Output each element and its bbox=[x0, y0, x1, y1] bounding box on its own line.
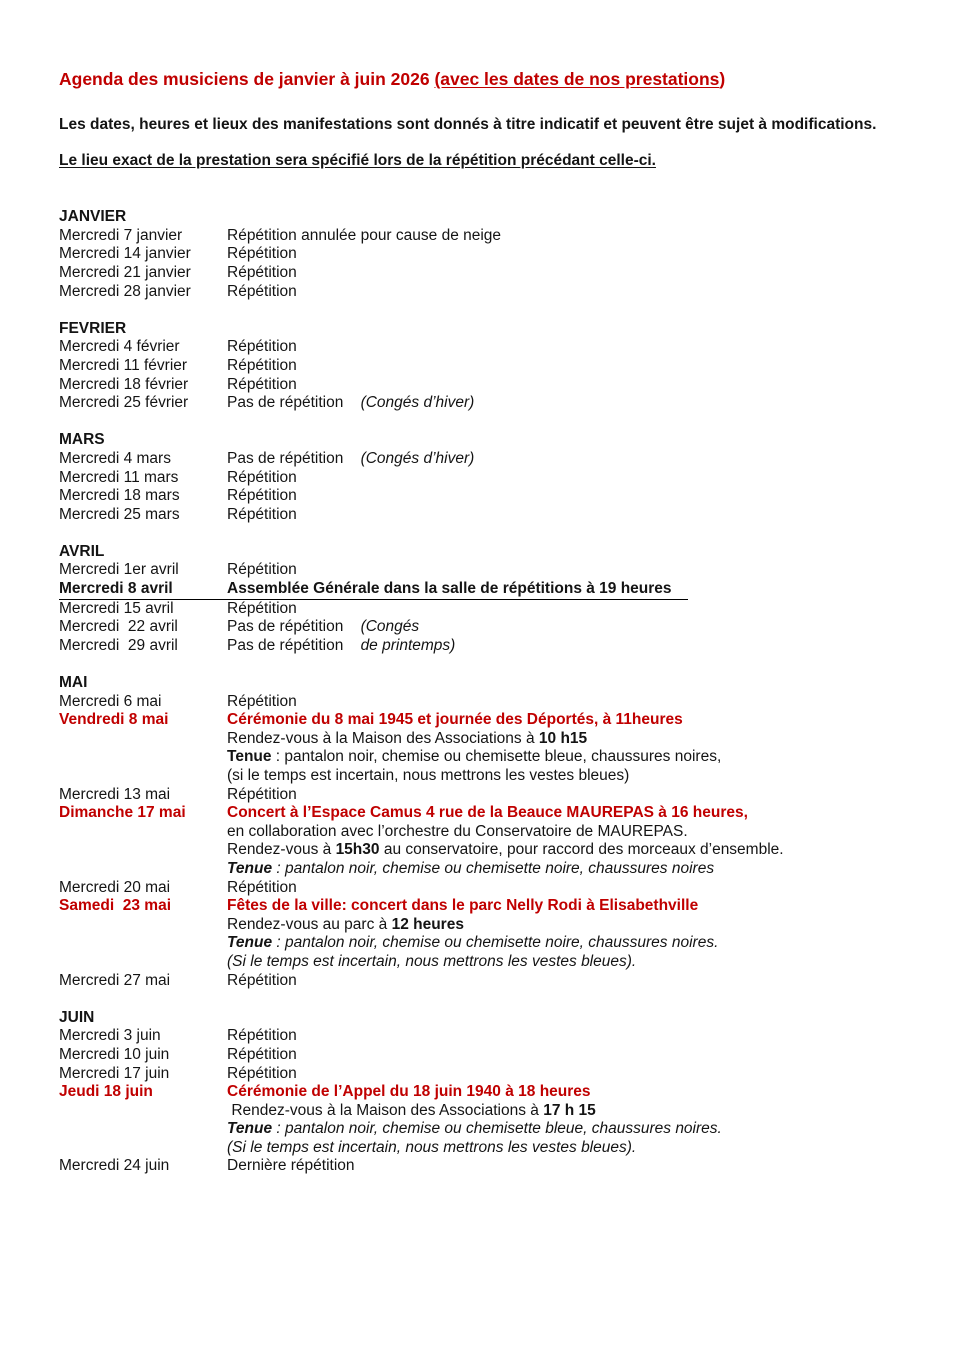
event-row bbox=[59, 245, 904, 264]
description-line bbox=[227, 338, 904, 357]
event-row bbox=[59, 879, 904, 898]
description-line bbox=[227, 1027, 904, 1046]
event-date bbox=[59, 469, 227, 488]
description-line bbox=[227, 506, 904, 525]
event-row bbox=[59, 264, 904, 283]
text-segment: Tenue bbox=[227, 748, 272, 766]
event-date bbox=[59, 245, 227, 264]
text-segment: Dimanche 17 mai bbox=[59, 804, 186, 822]
text-segment: Répétition bbox=[227, 878, 297, 896]
month-section bbox=[59, 208, 904, 301]
event-row bbox=[59, 227, 904, 246]
text-segment: Mercredi 10 juin bbox=[59, 1045, 170, 1063]
event-date bbox=[59, 1065, 227, 1084]
description-line bbox=[227, 804, 904, 823]
month-heading: MAI bbox=[59, 674, 88, 692]
text-segment: Mercredi 11 mars bbox=[59, 468, 179, 486]
text-segment: : pantalon noir, chemise ou chemisette bleue, chaussures noires. bbox=[272, 1120, 722, 1138]
description-line bbox=[227, 283, 904, 302]
event-row bbox=[59, 711, 904, 785]
description-line bbox=[227, 897, 904, 916]
event-date bbox=[59, 580, 227, 599]
event-date bbox=[59, 972, 227, 991]
description-line bbox=[227, 1120, 904, 1139]
event-row bbox=[59, 487, 904, 506]
event-row bbox=[59, 506, 904, 525]
event-description bbox=[227, 1065, 904, 1084]
text-segment: Concert à l’Espace Camus 4 rue de la Beauce MAUREPAS à 16 heures, bbox=[227, 804, 748, 822]
text-segment: 15h30 bbox=[335, 841, 380, 859]
event-row bbox=[59, 561, 904, 580]
event-date bbox=[59, 283, 227, 302]
event-row bbox=[59, 786, 904, 805]
event-row bbox=[59, 469, 904, 488]
text-segment: Répétition bbox=[227, 487, 297, 505]
text-segment: 12 heures bbox=[391, 915, 464, 933]
event-description bbox=[227, 376, 904, 395]
intro-note bbox=[59, 116, 904, 135]
text-segment: Mercredi 4 mars bbox=[59, 449, 171, 467]
page-title bbox=[59, 68, 904, 90]
text-segment: Rendez-vous à bbox=[227, 841, 336, 859]
month-heading: JANVIER bbox=[59, 208, 127, 226]
description-line bbox=[227, 357, 904, 376]
event-date bbox=[59, 264, 227, 283]
text-segment: Mercredi 28 janvier bbox=[59, 282, 191, 300]
event-description bbox=[227, 600, 904, 619]
text-segment: (Congés d’hiver) bbox=[360, 449, 475, 467]
event-date bbox=[59, 376, 227, 395]
event-description bbox=[227, 618, 904, 637]
text-segment: Mercredi 25 février bbox=[59, 394, 189, 412]
description-line bbox=[227, 916, 904, 935]
text-segment: Pas de répétition bbox=[227, 636, 361, 654]
event-date bbox=[59, 804, 227, 823]
event-row bbox=[59, 637, 904, 656]
event-description bbox=[227, 506, 904, 525]
text-segment: Répétition annulée pour cause de neige bbox=[227, 226, 502, 244]
description-line bbox=[227, 1157, 904, 1176]
text-segment: : pantalon noir, chemise ou chemisette bleue, chaussures noires, bbox=[271, 748, 722, 766]
text-segment: Dernière répétition bbox=[227, 1157, 355, 1175]
description-line bbox=[227, 394, 904, 413]
event-description bbox=[227, 637, 904, 656]
event-description bbox=[227, 711, 904, 785]
event-row bbox=[59, 394, 904, 413]
description-line bbox=[227, 823, 904, 842]
text-segment: ) bbox=[719, 69, 726, 89]
event-row bbox=[59, 338, 904, 357]
month-heading: MARS bbox=[59, 431, 105, 449]
description-line bbox=[227, 860, 904, 879]
event-description bbox=[227, 469, 904, 488]
description-line bbox=[227, 469, 904, 488]
event-row bbox=[59, 1083, 904, 1157]
text-segment: Répétition bbox=[227, 785, 297, 803]
text-segment: de printemps) bbox=[360, 636, 456, 654]
text-segment: Vendredi 8 mai bbox=[59, 711, 169, 729]
text-segment: Mercredi 13 mai bbox=[59, 785, 171, 803]
text-segment: Cérémonie du 8 mai 1945 et journée des Déportés, à 11heures bbox=[227, 711, 683, 729]
text-segment: en collaboration avec l’orchestre du Conservatoire de MAUREPAS. bbox=[227, 822, 688, 840]
event-row bbox=[59, 1065, 904, 1084]
event-row bbox=[59, 693, 904, 712]
event-date bbox=[59, 338, 227, 357]
text-segment: : pantalon noir, chemise ou chemisette noire, chaussures noires. bbox=[272, 934, 719, 952]
text-segment: Fêtes de la ville: concert dans le parc Nelly Rodi à Elisabethville bbox=[227, 897, 699, 915]
description-line bbox=[227, 934, 904, 953]
text-segment: Répétition bbox=[227, 1027, 297, 1045]
month-heading: JUIN bbox=[59, 1008, 95, 1026]
text-segment: 17 h 15 bbox=[543, 1101, 596, 1119]
text-segment: Répétition bbox=[227, 282, 297, 300]
text-segment: Assemblée Générale dans la salle de répétitions à 19 heures bbox=[227, 580, 672, 598]
event-date bbox=[59, 1027, 227, 1046]
text-segment: Répétition bbox=[227, 375, 297, 393]
event-row bbox=[59, 600, 904, 619]
text-segment: Mercredi 20 mai bbox=[59, 878, 171, 896]
event-date bbox=[59, 1046, 227, 1065]
text-segment: : pantalon noir, chemise ou chemisette noire, chaussures noires bbox=[272, 859, 715, 877]
event-row bbox=[59, 897, 904, 971]
text-segment: Mercredi 15 avril bbox=[59, 599, 174, 617]
description-line bbox=[227, 841, 904, 860]
event-date bbox=[59, 897, 227, 916]
text-segment: (si le temps est incertain, nous mettrons les vestes bleues) bbox=[227, 767, 630, 784]
text-segment: Mercredi 27 mai bbox=[59, 971, 171, 989]
event-description bbox=[227, 561, 904, 580]
description-line bbox=[227, 600, 904, 619]
description-line bbox=[227, 264, 904, 283]
text-segment: Pas de répétition bbox=[227, 394, 361, 412]
text-segment: Mercredi 25 mars bbox=[59, 505, 180, 523]
event-date bbox=[59, 618, 227, 637]
text-segment: Mercredi 11 février bbox=[59, 356, 188, 374]
text-segment: Pas de répétition bbox=[227, 449, 361, 467]
text-segment: Rendez-vous au parc à bbox=[227, 915, 392, 933]
event-date bbox=[59, 637, 227, 656]
text-segment: Mercredi 22 avril bbox=[59, 618, 178, 636]
event-row bbox=[59, 376, 904, 395]
text-segment: Mercredi 17 juin bbox=[59, 1064, 170, 1082]
event-description bbox=[227, 264, 904, 283]
event-date bbox=[59, 487, 227, 506]
event-row bbox=[59, 972, 904, 991]
event-description bbox=[227, 1157, 904, 1176]
text-segment: Tenue bbox=[227, 1120, 273, 1138]
text-segment: Tenue bbox=[227, 934, 273, 952]
text-segment: au conservatoire, pour raccord des morceaux d’ensemble. bbox=[379, 841, 784, 859]
text-segment: Mercredi 18 mars bbox=[59, 487, 180, 505]
text-segment: Mercredi 6 mai bbox=[59, 692, 162, 710]
text-segment: 10 h15 bbox=[538, 729, 588, 747]
text-segment: Répétition bbox=[227, 505, 297, 523]
description-line bbox=[227, 580, 672, 599]
description-line bbox=[227, 730, 904, 749]
month-heading: AVRIL bbox=[59, 542, 105, 560]
event-date bbox=[59, 394, 227, 413]
event-description bbox=[227, 487, 904, 506]
description-line bbox=[227, 1083, 904, 1102]
text-segment: Cérémonie de l’Appel du 18 juin 1940 à 18 heures bbox=[227, 1083, 591, 1101]
event-description bbox=[227, 394, 904, 413]
text-segment: Répétition bbox=[227, 245, 297, 263]
month-section bbox=[59, 1009, 904, 1176]
month-section bbox=[59, 674, 904, 990]
description-line bbox=[227, 711, 904, 730]
event-description bbox=[227, 897, 904, 971]
event-description bbox=[227, 1027, 904, 1046]
event-description bbox=[227, 693, 904, 712]
month-heading: FEVRIER bbox=[59, 319, 127, 337]
text-segment: Rendez-vous à la Maison des Associations à bbox=[227, 1101, 544, 1119]
event-date bbox=[59, 450, 227, 469]
description-line bbox=[227, 1046, 904, 1065]
text-segment: Le lieu exact de la prestation sera spécifié lors de la répétition précédant celle-ci. bbox=[59, 151, 656, 169]
event-description bbox=[227, 245, 904, 264]
text-segment: Mercredi 7 janvier bbox=[59, 226, 183, 244]
event-description bbox=[227, 338, 904, 357]
description-line bbox=[227, 450, 904, 469]
event-description bbox=[227, 580, 672, 599]
description-line bbox=[227, 1065, 904, 1084]
text-segment: Tenue bbox=[227, 859, 273, 877]
event-date bbox=[59, 879, 227, 898]
month-section bbox=[59, 431, 904, 524]
event-description bbox=[227, 972, 904, 991]
description-line bbox=[227, 1102, 904, 1121]
text-segment: Répétition bbox=[227, 971, 297, 989]
schedule bbox=[59, 208, 904, 1176]
event-description bbox=[227, 227, 904, 246]
description-line bbox=[227, 786, 904, 805]
description-line bbox=[227, 767, 904, 786]
event-description bbox=[227, 283, 904, 302]
text-segment: Agenda des musiciens de janvier à juin 2026 bbox=[59, 69, 435, 89]
event-date bbox=[59, 1083, 227, 1102]
text-segment: (Congés d’hiver) bbox=[360, 394, 475, 412]
event-row bbox=[59, 1157, 904, 1176]
month-section bbox=[59, 543, 904, 656]
description-line bbox=[227, 637, 904, 656]
event-date bbox=[59, 357, 227, 376]
event-description bbox=[227, 1046, 904, 1065]
text-segment: Pas de répétition bbox=[227, 618, 361, 636]
text-segment: Les dates, heures et lieux des manifestations sont donnés à titre indicatif et peuvent être sujet à modifications. bbox=[59, 116, 877, 133]
event-description bbox=[227, 879, 904, 898]
event-row bbox=[59, 1046, 904, 1065]
text-segment: Jeudi 18 juin bbox=[59, 1083, 153, 1101]
event-row bbox=[59, 618, 904, 637]
description-line bbox=[227, 227, 904, 246]
text-segment: Mercredi 29 avril bbox=[59, 636, 178, 654]
text-segment: Mercredi 4 février bbox=[59, 338, 180, 356]
event-date bbox=[59, 600, 227, 619]
description-line bbox=[227, 487, 904, 506]
text-segment: Répétition bbox=[227, 468, 297, 486]
text-segment: (avec les dates de nos prestations bbox=[434, 69, 720, 89]
text-segment: Mercredi 14 janvier bbox=[59, 245, 191, 263]
text-segment: (Si le temps est incertain, nous mettrons les vestes bleues). bbox=[227, 952, 637, 970]
event-date bbox=[59, 1157, 227, 1176]
text-segment: (Congés bbox=[360, 618, 420, 636]
month-section bbox=[59, 320, 904, 413]
text-segment: Samedi 23 mai bbox=[59, 897, 172, 915]
intro-location-note bbox=[59, 152, 904, 171]
description-line bbox=[227, 748, 904, 767]
description-line bbox=[227, 245, 904, 264]
description-line bbox=[227, 618, 904, 637]
text-segment: Mercredi 18 février bbox=[59, 375, 189, 393]
text-segment: Mercredi 21 janvier bbox=[59, 263, 191, 281]
event-date bbox=[59, 693, 227, 712]
event-row bbox=[59, 804, 904, 878]
description-line bbox=[227, 953, 904, 972]
text-segment: Répétition bbox=[227, 356, 297, 374]
event-description bbox=[227, 786, 904, 805]
event-row bbox=[59, 580, 688, 600]
text-segment: Mercredi 24 juin bbox=[59, 1157, 170, 1175]
text-segment: Rendez-vous à la Maison des Associations à bbox=[227, 729, 539, 747]
text-segment: Répétition bbox=[227, 692, 297, 710]
event-date bbox=[59, 711, 227, 730]
description-line bbox=[227, 693, 904, 712]
text-segment: Mercredi 1er avril bbox=[59, 561, 179, 579]
event-description bbox=[227, 357, 904, 376]
event-description bbox=[227, 804, 904, 878]
event-row bbox=[59, 1027, 904, 1046]
description-line bbox=[227, 376, 904, 395]
event-date bbox=[59, 506, 227, 525]
event-description bbox=[227, 450, 904, 469]
event-row bbox=[59, 283, 904, 302]
event-date bbox=[59, 786, 227, 805]
text-segment: (Si le temps est incertain, nous mettrons les vestes bleues). bbox=[227, 1138, 637, 1156]
event-row bbox=[59, 450, 904, 469]
description-line bbox=[227, 561, 904, 580]
text-segment: Répétition bbox=[227, 263, 297, 281]
text-segment: Répétition bbox=[227, 1045, 297, 1063]
description-line bbox=[227, 1139, 904, 1158]
description-line bbox=[227, 972, 904, 991]
text-segment: Répétition bbox=[227, 561, 297, 579]
event-date bbox=[59, 227, 227, 246]
text-segment: Répétition bbox=[227, 1064, 297, 1082]
event-description bbox=[227, 1083, 904, 1157]
text-segment: Répétition bbox=[227, 338, 297, 356]
text-segment: Mercredi 8 avril bbox=[59, 580, 173, 598]
event-date bbox=[59, 561, 227, 580]
description-line bbox=[227, 879, 904, 898]
text-segment: Répétition bbox=[227, 599, 297, 617]
event-row bbox=[59, 357, 904, 376]
text-segment: Mercredi 3 juin bbox=[59, 1027, 161, 1045]
